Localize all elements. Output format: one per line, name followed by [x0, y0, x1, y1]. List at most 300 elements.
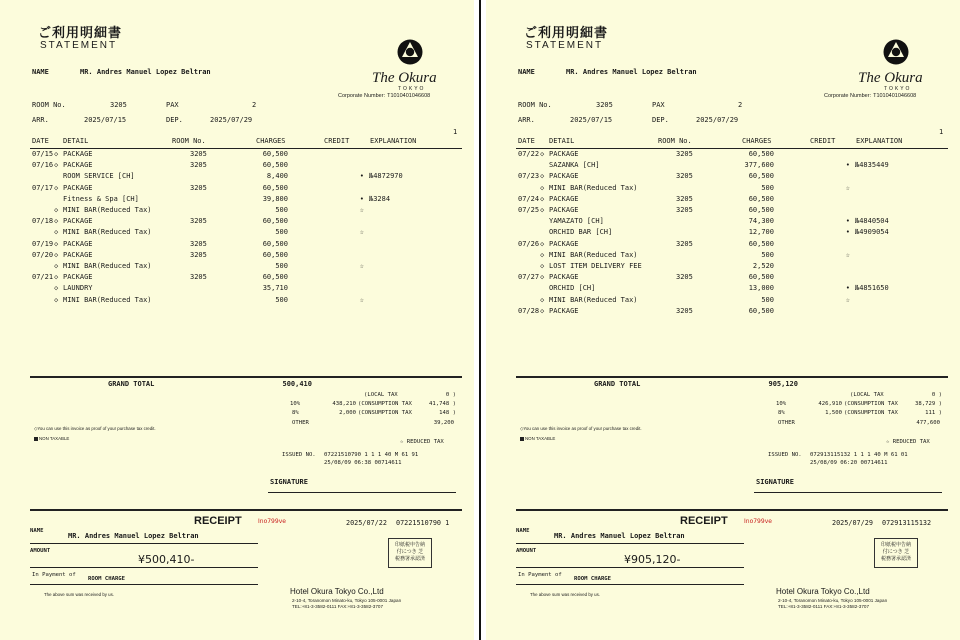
row-detail: PACKAGE — [63, 239, 93, 248]
row-detail: SAZANKA [CH] — [549, 161, 600, 170]
receipt-title: RECEIPT — [680, 515, 728, 527]
line-item-row — [486, 296, 960, 307]
row-detail: ORCHID BAR [CH] — [549, 228, 613, 237]
diamond-bullet-icon: ◇ — [54, 206, 59, 214]
signature-label: SIGNATURE — [270, 478, 308, 486]
row-credit: ☆ — [359, 262, 364, 270]
line-item-row — [0, 195, 474, 206]
col-detail: DETAIL — [63, 137, 89, 145]
issued-time: 25/08/09 06:20 00714611 — [810, 460, 888, 466]
tax8-base: 1,500 — [825, 410, 842, 416]
diamond-bullet-icon: ◇ — [54, 239, 59, 248]
receipt-title: RECEIPT — [194, 515, 242, 527]
row-charge: 60,500 — [262, 150, 288, 158]
receipt-rule — [30, 509, 462, 511]
row-credit: ☆ — [845, 183, 850, 192]
invoice-note — [34, 424, 156, 433]
pax-value: 2 — [252, 101, 257, 109]
line-item-row — [0, 172, 474, 183]
tax10-label: (CONSUMPTION TAX — [358, 401, 412, 407]
row-room: 3205 — [190, 239, 207, 248]
title-en: STATEMENT — [40, 40, 118, 51]
row-detail: PACKAGE — [549, 172, 579, 181]
okura-logo-icon — [882, 38, 910, 66]
arr-label: ARR. — [518, 116, 535, 124]
reduced-tax-note — [400, 438, 444, 447]
diamond-bullet-icon: ◇ — [540, 306, 545, 315]
row-charge: 60,500 — [262, 183, 288, 192]
local-tax-close: ) — [938, 392, 942, 398]
line-item-row — [486, 161, 960, 172]
row-room: 3205 — [190, 183, 207, 192]
col-date: DATE — [32, 137, 49, 145]
row-explanation: №4840504 — [855, 217, 889, 226]
dep-label: DEP. — [652, 116, 669, 124]
payment-rule — [30, 584, 258, 585]
row-charge: 60,500 — [748, 150, 774, 158]
local-tax-value — [420, 391, 456, 400]
row-room: 3205 — [676, 172, 693, 181]
line-item-row — [486, 273, 960, 284]
diamond-bullet-icon: ◇ — [54, 273, 59, 282]
row-credit: ☆ — [845, 250, 850, 259]
row-charge: 60,500 — [748, 306, 774, 315]
row-charge: 500 — [761, 183, 774, 192]
tax10-close: ) — [938, 401, 942, 407]
tax10-close: ) — [452, 401, 456, 407]
row-charge: 500 — [275, 295, 288, 304]
signature-line — [268, 492, 456, 493]
issued-number: 07221510790 1 1 1 40 M 61 91 — [324, 452, 419, 458]
receipt-red-mark: Ino799ve — [258, 518, 286, 525]
room-number: 3205 — [110, 101, 127, 109]
row-date: 07/18 — [32, 217, 54, 226]
row-detail: MINI BAR(Reduced Tax) — [63, 295, 152, 304]
row-detail: Fitness & Spa [CH] — [63, 194, 139, 203]
line-item-row — [0, 251, 474, 262]
tax8-amount: 111 — [925, 410, 936, 416]
tax8-value — [420, 409, 456, 418]
stamp-line-2: 付につき 芝 — [882, 549, 910, 555]
row-date: 07/26 — [518, 239, 540, 248]
diamond-bullet-icon: ◇ — [54, 161, 59, 170]
row-detail: LAUNDRY — [63, 284, 93, 293]
amount-rule — [516, 567, 744, 568]
row-room: 3205 — [190, 150, 207, 158]
row-charge: 60,500 — [748, 239, 774, 248]
guest-name: MR. Andres Manuel Lopez Beltran — [566, 68, 697, 76]
gutter-divider — [479, 0, 481, 640]
row-credit: ☆ — [359, 228, 364, 237]
title-jp: ご利用明細書 — [38, 26, 123, 41]
local-tax-amount: 0 — [931, 392, 936, 398]
grand-total-label: GRAND TOTAL — [594, 380, 641, 388]
page-number: 1 — [453, 128, 458, 136]
row-date: 07/27 — [518, 273, 540, 282]
row-detail: PACKAGE — [63, 217, 93, 226]
stamp-line-3: 税務署承認済 — [880, 556, 911, 562]
tax10-pct: 10% — [776, 401, 787, 407]
room-label: ROOM No. — [518, 101, 552, 109]
row-detail: PACKAGE — [549, 150, 579, 158]
tax8-label: (CONSUMPTION TAX — [358, 410, 412, 416]
row-detail: PACKAGE — [63, 183, 93, 192]
row-explanation: №4872970 — [369, 172, 403, 181]
row-detail: PACKAGE — [63, 150, 93, 158]
line-item-row — [0, 273, 474, 284]
corporate-number-value: T1010401046608 — [387, 93, 431, 99]
receipt-red-mark: Ino799ve — [744, 518, 772, 525]
payment-value: ROOM CHARGE — [574, 576, 612, 582]
row-credit: • — [359, 194, 364, 203]
line-item-row — [486, 217, 960, 228]
stamp-line-3: 税務署承認済 — [394, 556, 425, 562]
star-icon: ☆ — [400, 439, 404, 445]
row-room: 3205 — [676, 194, 693, 203]
non-taxable-text: NON TAXABLE — [39, 436, 70, 441]
row-detail: MINI BAR(Reduced Tax) — [549, 295, 638, 304]
other-label: OTHER — [778, 420, 795, 426]
payment-value: ROOM CHARGE — [88, 576, 126, 582]
local-tax-value — [906, 391, 942, 400]
issued-number: 072913115132 1 1 1 40 M 61 01 — [810, 452, 908, 458]
line-item-row — [0, 284, 474, 295]
tax8-pct: 8% — [292, 410, 299, 416]
diamond-bullet-icon: ◇ — [54, 295, 59, 304]
diamond-bullet-icon: ◇ — [540, 250, 545, 259]
row-room: 3205 — [676, 206, 693, 214]
row-charge: 377,600 — [744, 161, 774, 170]
receipt-guest-name: MR. Andres Manuel Lopez Beltran — [68, 532, 199, 540]
tax-stamp — [388, 538, 432, 568]
title-jp: ご利用明細書 — [524, 26, 609, 41]
reduced-tax-note — [886, 438, 930, 447]
guest-name: MR. Andres Manuel Lopez Beltran — [80, 68, 211, 76]
row-detail: PACKAGE — [63, 161, 93, 170]
hotel-name: Hotel Okura Tokyo Co.,Ltd — [290, 587, 384, 596]
tax8-label: (CONSUMPTION TAX — [844, 410, 898, 416]
line-item-row — [0, 296, 474, 307]
diamond-bullet-icon: ◇ — [54, 250, 59, 259]
row-date: 07/17 — [32, 183, 54, 192]
col-charges: CHARGES — [256, 137, 286, 145]
row-explanation: №3284 — [369, 194, 391, 203]
other-value: 39,200 — [433, 420, 454, 426]
amount-value: ¥500,410- — [138, 553, 195, 566]
tax10-pct: 10% — [290, 401, 301, 407]
row-detail: PACKAGE — [549, 239, 579, 248]
receipt-name-rule — [516, 543, 744, 544]
signature-label: SIGNATURE — [756, 478, 794, 486]
payment-label: In Payment of — [32, 572, 76, 578]
row-charge: 60,500 — [262, 217, 288, 226]
diamond-bullet-icon: ◇ — [540, 150, 545, 158]
row-charge: 60,500 — [262, 239, 288, 248]
receipt-name-rule — [30, 543, 258, 544]
payment-rule — [516, 584, 744, 585]
line-item-row — [0, 161, 474, 172]
corporate-number — [824, 93, 916, 99]
dep-date: 2025/07/29 — [210, 116, 253, 124]
tax-stamp — [874, 538, 918, 568]
row-credit: • — [359, 172, 364, 181]
row-credit: • — [845, 284, 850, 293]
row-charge: 12,700 — [748, 228, 774, 237]
hotel-address: 2-10-4, Toranomon Minato-ku, Tokyo 105-0001 Japan — [292, 598, 402, 603]
row-charge: 39,800 — [262, 194, 288, 203]
row-date: 07/15 — [32, 150, 54, 158]
corporate-number — [338, 93, 430, 99]
tax8-value — [906, 409, 942, 418]
line-item-row — [486, 172, 960, 183]
non-taxable-note — [520, 434, 555, 443]
row-detail: YAMAZATO [CH] — [549, 217, 604, 226]
pax-label: PAX — [166, 101, 179, 109]
name-label: NAME — [518, 68, 535, 76]
row-detail: ROOM SERVICE [CH] — [63, 172, 135, 181]
local-tax-label: (LOCAL TAX — [850, 392, 884, 398]
grand-total-label: GRAND TOTAL — [108, 380, 155, 388]
row-detail: MINI BAR(Reduced Tax) — [549, 250, 638, 259]
grand-total-value: 905,120 — [768, 380, 798, 388]
stamp-line-1: 印紙税申告納 — [880, 542, 911, 548]
row-charge: 500 — [275, 262, 288, 270]
receipt-name-label: NAME — [516, 528, 530, 534]
diamond-bullet-icon: ◇ — [540, 239, 545, 248]
square-bullet-icon — [520, 437, 524, 441]
row-room: 3205 — [676, 239, 693, 248]
star-icon: ☆ — [886, 439, 890, 445]
header-rule — [30, 148, 462, 149]
receipt-number: 07221510790 1 — [396, 519, 450, 527]
diamond-bullet-icon: ◇ — [54, 284, 59, 293]
diamond-bullet-icon: ◇ — [540, 295, 545, 304]
totals-rule — [516, 376, 948, 378]
row-room: 3205 — [676, 306, 693, 315]
row-charge: 60,500 — [748, 194, 774, 203]
name-label: NAME — [32, 68, 49, 76]
line-item-row — [486, 284, 960, 295]
row-charge: 500 — [275, 228, 288, 237]
line-item-row — [0, 184, 474, 195]
amount-value: ¥905,120- — [624, 553, 681, 566]
receipt-rule — [516, 509, 948, 511]
invoice-note-text: You can use this invoice as proof of your purchase tax credit. — [523, 426, 642, 431]
arr-label: ARR. — [32, 116, 49, 124]
row-explanation: №4909054 — [855, 228, 889, 237]
row-charge: 500 — [761, 250, 774, 259]
grand-total-value: 500,410 — [282, 380, 312, 388]
row-charge: 13,000 — [748, 284, 774, 293]
diamond-bullet-icon: ◇ — [54, 150, 59, 158]
tax10-value — [906, 400, 942, 409]
other-label: OTHER — [292, 420, 309, 426]
row-charge: 500 — [761, 295, 774, 304]
totals-rule — [30, 376, 462, 378]
row-detail: PACKAGE — [63, 250, 93, 259]
tax8-amount: 148 — [439, 410, 450, 416]
line-item-row — [486, 240, 960, 251]
hotel-address: 2-10-4, Toranomon Minato-ku, Tokyo 105-0001 Japan — [778, 598, 888, 603]
corporate-number-label: Corporate Number: — [824, 93, 872, 99]
line-item-row — [486, 195, 960, 206]
row-charge: 60,500 — [748, 172, 774, 181]
receipt-number: 072913115132 — [882, 519, 932, 527]
row-detail: MINI BAR(Reduced Tax) — [63, 206, 152, 214]
col-date: DATE — [518, 137, 535, 145]
statement-sheet-2 — [486, 0, 960, 640]
signature-line — [754, 492, 942, 493]
line-item-row — [0, 206, 474, 217]
room-number: 3205 — [596, 101, 613, 109]
row-detail: PACKAGE — [549, 194, 579, 203]
diamond-bullet-icon: ◇ — [54, 217, 59, 226]
row-room: 3205 — [676, 273, 693, 282]
diamond-bullet-icon: ◇ — [540, 194, 545, 203]
invoice-note-text: You can use this invoice as proof of your purchase tax credit. — [37, 426, 156, 431]
brand-sub: TOKYO — [398, 86, 426, 92]
line-item-row — [486, 228, 960, 239]
tax8-pct: 8% — [778, 410, 785, 416]
tax10-label: (CONSUMPTION TAX — [844, 401, 898, 407]
tax10-value — [420, 400, 456, 409]
line-item-row — [0, 228, 474, 239]
pax-label: PAX — [652, 101, 665, 109]
receipt-date: 2025/07/29 — [832, 519, 873, 527]
row-charge: 500 — [275, 206, 288, 214]
amount-label: AMOUNT — [516, 548, 537, 554]
note-diamond-icon: ◇ — [520, 426, 524, 431]
line-item-row — [486, 262, 960, 273]
tax8-close: ) — [452, 410, 456, 416]
diamond-bullet-icon: ◇ — [54, 183, 59, 192]
hotel-contact: TEL:+81-3-3582-0111 FAX:+81-3-3582-3707 — [292, 604, 384, 609]
row-date: 07/20 — [32, 250, 54, 259]
line-item-row — [0, 150, 474, 161]
row-charge: 60,500 — [262, 273, 288, 282]
line-item-row — [0, 217, 474, 228]
line-item-row — [486, 251, 960, 262]
col-credit: CREDIT — [324, 137, 350, 145]
row-room: 3205 — [190, 161, 207, 170]
row-explanation: №4851650 — [855, 284, 889, 293]
row-credit: ☆ — [845, 295, 850, 304]
row-detail: PACKAGE — [63, 273, 93, 282]
row-charge: 60,500 — [262, 250, 288, 259]
row-room: 3205 — [190, 250, 207, 259]
line-item-row — [0, 262, 474, 273]
col-explanation: EXPLANATION — [856, 137, 903, 145]
local-tax-close: ) — [452, 392, 456, 398]
line-item-row — [486, 206, 960, 217]
dep-date: 2025/07/29 — [696, 116, 739, 124]
receipt-guest-name: MR. Andres Manuel Lopez Beltran — [554, 532, 685, 540]
received-note: The above sum was received by us. — [530, 592, 601, 597]
col-room: ROOM No. — [172, 137, 206, 145]
row-detail: PACKAGE — [549, 273, 579, 282]
tax8-base: 2,000 — [339, 410, 356, 416]
row-credit: • — [845, 228, 850, 237]
row-date: 07/24 — [518, 194, 540, 203]
row-credit: ☆ — [359, 206, 364, 214]
row-charge: 2,520 — [752, 262, 774, 270]
line-item-row — [486, 184, 960, 195]
receipt-name-label: NAME — [30, 528, 44, 534]
row-charge: 60,500 — [748, 273, 774, 282]
dep-label: DEP. — [166, 116, 183, 124]
local-tax-amount: 0 — [445, 392, 450, 398]
row-date: 07/22 — [518, 150, 540, 158]
hotel-name: Hotel Okura Tokyo Co.,Ltd — [776, 587, 870, 596]
arr-date: 2025/07/15 — [570, 116, 613, 124]
other-value: 477,600 — [916, 420, 940, 426]
note-diamond-icon: ◇ — [34, 426, 38, 431]
pax-value: 2 — [738, 101, 743, 109]
received-note: The above sum was received by us. — [44, 592, 115, 597]
non-taxable-note — [34, 434, 69, 443]
row-explanation: №4835449 — [855, 161, 889, 170]
row-room: 3205 — [190, 217, 207, 226]
row-detail: MINI BAR(Reduced Tax) — [63, 228, 152, 237]
issued-label: ISSUED NO. — [768, 452, 802, 458]
diamond-bullet-icon: ◇ — [540, 262, 545, 270]
row-room: 3205 — [190, 273, 207, 282]
row-date: 07/28 — [518, 306, 540, 315]
tax8-close: ) — [938, 410, 942, 416]
diamond-bullet-icon: ◇ — [540, 206, 545, 214]
row-charge: 35,710 — [262, 284, 288, 293]
row-charge: 74,300 — [748, 217, 774, 226]
tax10-base: 426,910 — [818, 401, 842, 407]
okura-logo-icon — [396, 38, 424, 66]
line-item-row — [486, 150, 960, 161]
corporate-number-label: Corporate Number: — [338, 93, 386, 99]
row-credit: • — [845, 161, 850, 170]
diamond-bullet-icon: ◇ — [540, 273, 545, 282]
row-detail: PACKAGE — [549, 206, 579, 214]
issued-time: 25/08/09 06:38 00714611 — [324, 460, 402, 466]
issued-label: ISSUED NO. — [282, 452, 316, 458]
stamp-line-1: 印紙税申告納 — [394, 542, 425, 548]
page-number: 1 — [939, 128, 944, 136]
col-explanation: EXPLANATION — [370, 137, 417, 145]
row-room: 3205 — [676, 150, 693, 158]
square-bullet-icon — [34, 437, 38, 441]
row-detail: PACKAGE — [549, 306, 579, 315]
non-taxable-text: NON TAXABLE — [525, 436, 556, 441]
col-credit: CREDIT — [810, 137, 836, 145]
brand-name: The Okura — [858, 70, 923, 86]
row-detail: ORCHID [CH] — [549, 284, 596, 293]
invoice-note — [520, 424, 642, 433]
statement-sheet-1 — [0, 0, 474, 640]
col-charges: CHARGES — [742, 137, 772, 145]
row-date: 07/19 — [32, 239, 54, 248]
arr-date: 2025/07/15 — [84, 116, 127, 124]
line-item-row — [0, 240, 474, 251]
col-detail: DETAIL — [549, 137, 575, 145]
local-tax-label: (LOCAL TAX — [364, 392, 398, 398]
row-date: 07/16 — [32, 161, 54, 170]
row-date: 07/23 — [518, 172, 540, 181]
tax10-base: 438,210 — [332, 401, 356, 407]
row-detail: MINI BAR(Reduced Tax) — [549, 183, 638, 192]
amount-label: AMOUNT — [30, 548, 51, 554]
diamond-bullet-icon: ◇ — [540, 172, 545, 181]
payment-label: In Payment of — [518, 572, 562, 578]
tax10-amount: 38,729 — [915, 401, 936, 407]
reduced-tax-text: REDUCED TAX — [406, 439, 444, 445]
